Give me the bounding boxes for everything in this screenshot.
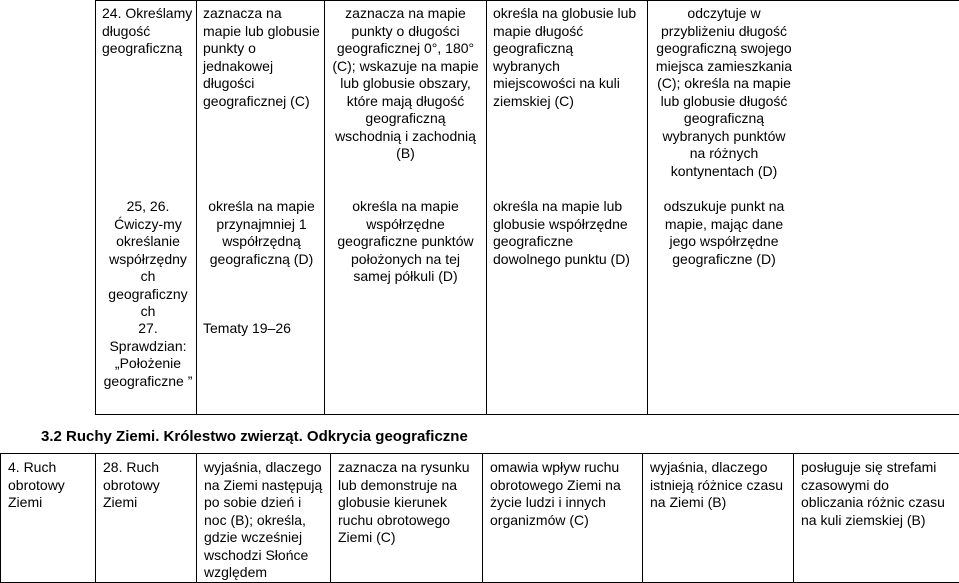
requirements-level-1-cell	[197, 1, 325, 415]
requirement-text: określa na mapie współrzędne geograficzne punktów położonych na tej samej półkuli (D)	[331, 198, 480, 286]
curriculum-table-top	[95, 0, 959, 415]
requirement-cell	[794, 454, 959, 583]
topics-range-text: Tematy 19–26	[203, 320, 320, 338]
section-heading: 3.2 Ruchy Ziemi. Królestwo zwierząt. Odkrycia geograficzne	[41, 427, 468, 447]
requirements-level-4-cell	[648, 1, 959, 415]
requirement-text: określa na globusie lub mapie długość geograficzną wybranych miejscowości na kuli ziemskiej (C)	[493, 5, 641, 198]
requirement-text: zaznacza na mapie lub globusie punkty o jednakowej długości geograficznej (C)	[203, 5, 320, 198]
requirement-text: określa na mapie przynajmniej 1 współrzędną geograficzną (D)	[203, 198, 320, 320]
lesson-topics-cell	[96, 1, 197, 415]
requirement-cell	[331, 454, 483, 583]
lesson-25-26-title: 25, 26. Ćwiczy-my określanie współrzędny ch geograficzny ch	[102, 198, 194, 320]
requirement-text: posługuje się strefami czasowymi do obliczania różnic czasu na kuli ziemskiej (B)	[794, 454, 959, 529]
requirement-text: wyjaśnia, dlaczego istnieją różnice czasu na Ziemi (B)	[643, 454, 793, 512]
requirement-text: odczytuje w przybliżeniu długość geograficzną swojego miejsca zamieszkania (C); określa na mapie lub globusie długość geograficzną wybranych punktów na różnych kontynentach (D)	[654, 5, 794, 198]
section-title: 4. Ruch obrotowy Ziemi	[1, 454, 95, 512]
requirement-text: omawia wpływ ruchu obrotowego Ziemi na życie ludzi i innych organizmów (C)	[483, 454, 642, 529]
requirement-cell	[483, 454, 643, 583]
requirement-text: wyjaśnia, dlaczego na Ziemi następują po sobie dzień i noc (B); określa, gdzie wcześniej wschodzi Słońce względem	[197, 454, 330, 582]
requirement-cell	[643, 454, 794, 583]
requirement-text: zaznacza na rysunku lub demonstruje na globusie kierunek ruchu obrotowego Ziemi (C)	[331, 454, 482, 547]
section-number-cell	[1, 454, 96, 583]
lesson-title: 28. Ruch obrotowy Ziemi	[96, 454, 196, 512]
requirement-text: zaznacza na mapie punkty o długości geograficznej 0°, 180° (C); wskazuje na mapie lub globusie obszary, które mają długość geograficzną wschodnią i zachodnią (B)	[331, 5, 480, 198]
lesson-27-title: 27. Sprawdzian: „Położenie geograficzne ”	[102, 320, 194, 390]
lesson-title-cell	[96, 454, 197, 583]
lesson-24-title: 24. Określamy długość geograficzną	[102, 5, 194, 198]
requirements-level-3-cell	[487, 1, 648, 415]
requirement-text: odszukuje punkt na mapie, mając dane jego współrzędne geograficzne (D)	[654, 198, 794, 268]
requirement-cell	[197, 454, 331, 583]
requirements-level-2-cell	[325, 1, 487, 415]
curriculum-table-bottom	[0, 453, 959, 583]
requirement-text: określa na mapie lub globusie współrzędne geograficzne dowolnego punktu (D)	[493, 198, 641, 268]
